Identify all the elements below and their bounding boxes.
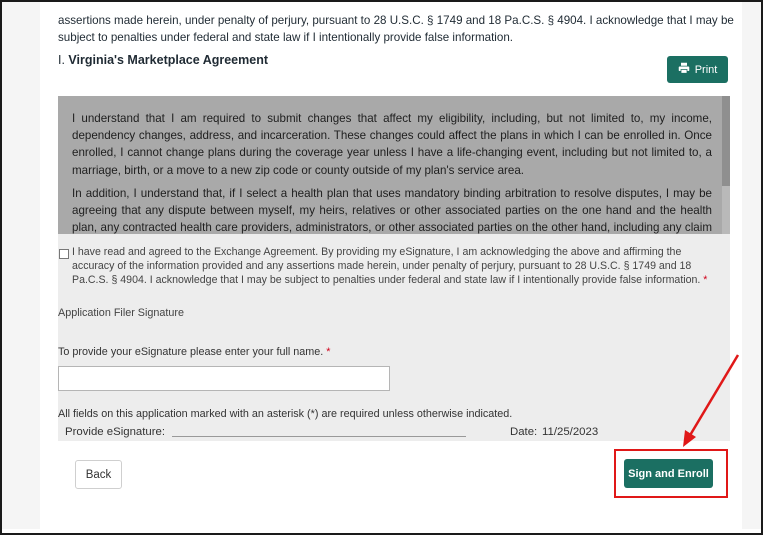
sign-and-enroll-button[interactable]: Sign and Enroll <box>624 459 713 488</box>
application-filer-signature-label: Application Filer Signature <box>58 307 185 319</box>
provide-esignature-label: Provide eSignature: <box>65 426 166 438</box>
esignature-line <box>172 436 466 437</box>
required-marker: * <box>326 346 331 358</box>
scrollbar-thumb[interactable] <box>722 96 730 186</box>
agree-checkbox-label <box>72 245 724 287</box>
required-fields-note: All fields on this application marked with an asterisk (*) are required unless otherwise indicated. <box>58 408 513 420</box>
intro-text: assertions made herein, under penalty of perjury, pursuant to 28 U.S.C. § 1749 and 18 Pa.C.S. § 4904. I acknowledge that I may be subject to penalties under federal and state law if I intentionally provide false information. <box>58 14 734 44</box>
full-name-label <box>58 346 330 358</box>
agreement-scrollbar[interactable] <box>722 96 730 234</box>
printer-icon <box>678 62 690 77</box>
full-name-input[interactable] <box>58 366 390 391</box>
agree-checkbox[interactable] <box>59 249 69 259</box>
print-label: Print <box>694 63 718 76</box>
date-value: 11/25/2023 <box>542 426 599 438</box>
agreement-paragraph-2: In addition, I understand that, if I select a health plan that uses mandatory binding arbitration to resolve disputes, I may be agreeing that any dispute between myself, my heirs, relatives or other associated parties on the one hand and the health plan, any contracted health care providers, administrators, or other associated parties on the other hand, including any claim <box>72 186 712 234</box>
back-button[interactable]: Back <box>75 460 122 489</box>
right-margin <box>742 2 761 529</box>
section-prefix: I. <box>58 53 69 67</box>
esignature-row <box>58 424 730 441</box>
print-button[interactable] <box>667 56 728 83</box>
agreement-paragraph-1: I understand that I am required to submit changes that affect my eligibility, including, but not limited to, my income, dependency changes, address, and incarceration. These changes could affect the plans in which I can be enrolled in. Once enrolled, I cannot change plans during the coverage year unless I have a life-changing event, including but not limited to, a marriage, birth, or a move to a new zip code or county outside of my plan's service area. <box>72 112 712 177</box>
required-marker: * <box>703 274 708 286</box>
date-label: Date: <box>510 426 538 438</box>
full-name-label-text: To provide your eSignature please enter your full name. <box>58 346 324 358</box>
section-heading <box>58 53 268 67</box>
agreement-text-box[interactable] <box>58 96 730 234</box>
section-title: Virginia's Marketplace Agreement <box>68 53 269 67</box>
left-margin <box>2 2 40 529</box>
agree-text: I have read and agreed to the Exchange Agreement. By providing my eSignature, I am acknowledging the above and affirming the accuracy of the information provided and any assertions made herein, under penalty of perjury, pursuant to 28 U.S.C. § 1749 and 18 Pa.C.S. § 4904. I acknowledge that I may be subject to penalties under federal and state law if I intentionally provide false information. <box>72 246 701 286</box>
